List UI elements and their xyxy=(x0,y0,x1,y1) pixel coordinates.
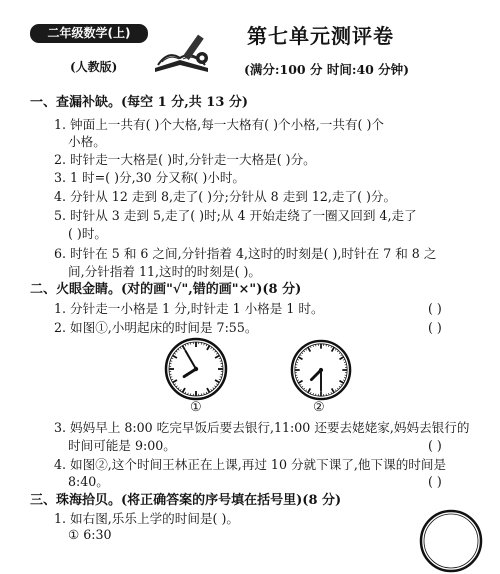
section-heading-1: 一、查漏补缺。(每空 1 分,共 13 分) xyxy=(30,95,248,111)
page-title: 第七单元测评卷 xyxy=(247,20,394,49)
clock-label-1: ① xyxy=(190,400,202,415)
answer-paren[interactable]: ( ) xyxy=(428,301,442,317)
question-line: 4. 如图②,这个时间王林正在上课,再过 10 分就下课了,他下课的时间是 xyxy=(54,457,446,473)
question-line: 小格。 xyxy=(68,134,106,150)
clock-center xyxy=(319,368,323,372)
clock-face-1 xyxy=(163,336,229,402)
clock-label-2: ② xyxy=(313,400,325,415)
question-line: 3. 1 时=( )分,30 分又称( )小时。 xyxy=(54,170,245,186)
answer-paren[interactable]: ( ) xyxy=(428,474,442,490)
question-line: 2. 如图①,小明起床的时间是 7:55。 xyxy=(54,320,257,336)
clock-center xyxy=(194,367,198,371)
question-line: 3. 妈妈早上 8:00 吃完早饭后要去银行,11:00 还要去姥姥家,妈妈去银行的 xyxy=(54,420,469,436)
question-line: 1. 分针走一小格是 1 分,时针走 1 小格是 1 时。 xyxy=(54,301,324,317)
question-line: ( )时。 xyxy=(68,226,107,242)
answer-paren[interactable]: ( ) xyxy=(428,438,442,454)
question-line: 4. 分针从 12 走到 8,走了( )分;分针从 8 走到 12,走了( )分。 xyxy=(54,189,396,205)
question-line: 1. 如右图,乐乐上学的时间是( )。 xyxy=(54,511,239,527)
page-subtitle: (满分:100 分 时间:40 分钟) xyxy=(244,60,409,78)
question-line: 间,分针指着 11,这时的时刻是( )。 xyxy=(68,264,261,280)
question-line: 8:40。 xyxy=(68,474,109,490)
question-line: 6. 时针在 5 和 6 之间,分针指着 4,这时的时刻是( ),时针在 7 和 8 之 xyxy=(54,246,436,262)
clock-face-3 xyxy=(418,508,484,574)
section-heading-2: 二、火眼金睛。(对的画"√",错的画"×")(8 分) xyxy=(30,282,301,298)
answer-paren[interactable]: ( ) xyxy=(428,320,442,336)
book-pen-icon xyxy=(150,30,220,75)
section-heading-3: 三、珠海拾贝。(将正确答案的序号填在括号里)(8 分) xyxy=(30,493,341,509)
edition-label: (人教版) xyxy=(70,58,117,75)
clock-face-2 xyxy=(289,338,353,402)
question-line: 时间可能是 9:00。 xyxy=(68,438,176,454)
option-line: ① 6:30 xyxy=(68,527,112,543)
question-line: 5. 时针从 3 走到 5,走了( )时;从 4 开始走绕了一圈又回到 4,走了 xyxy=(54,208,417,224)
grade-badge: 二年级数学(上) xyxy=(30,24,148,43)
question-line: 1. 钟面上一共有( )个大格,每一大格有( )个小格,一共有( )个 xyxy=(54,117,384,133)
question-line: 2. 时针走一大格是( )时,分针走一大格是( )分。 xyxy=(54,152,316,168)
